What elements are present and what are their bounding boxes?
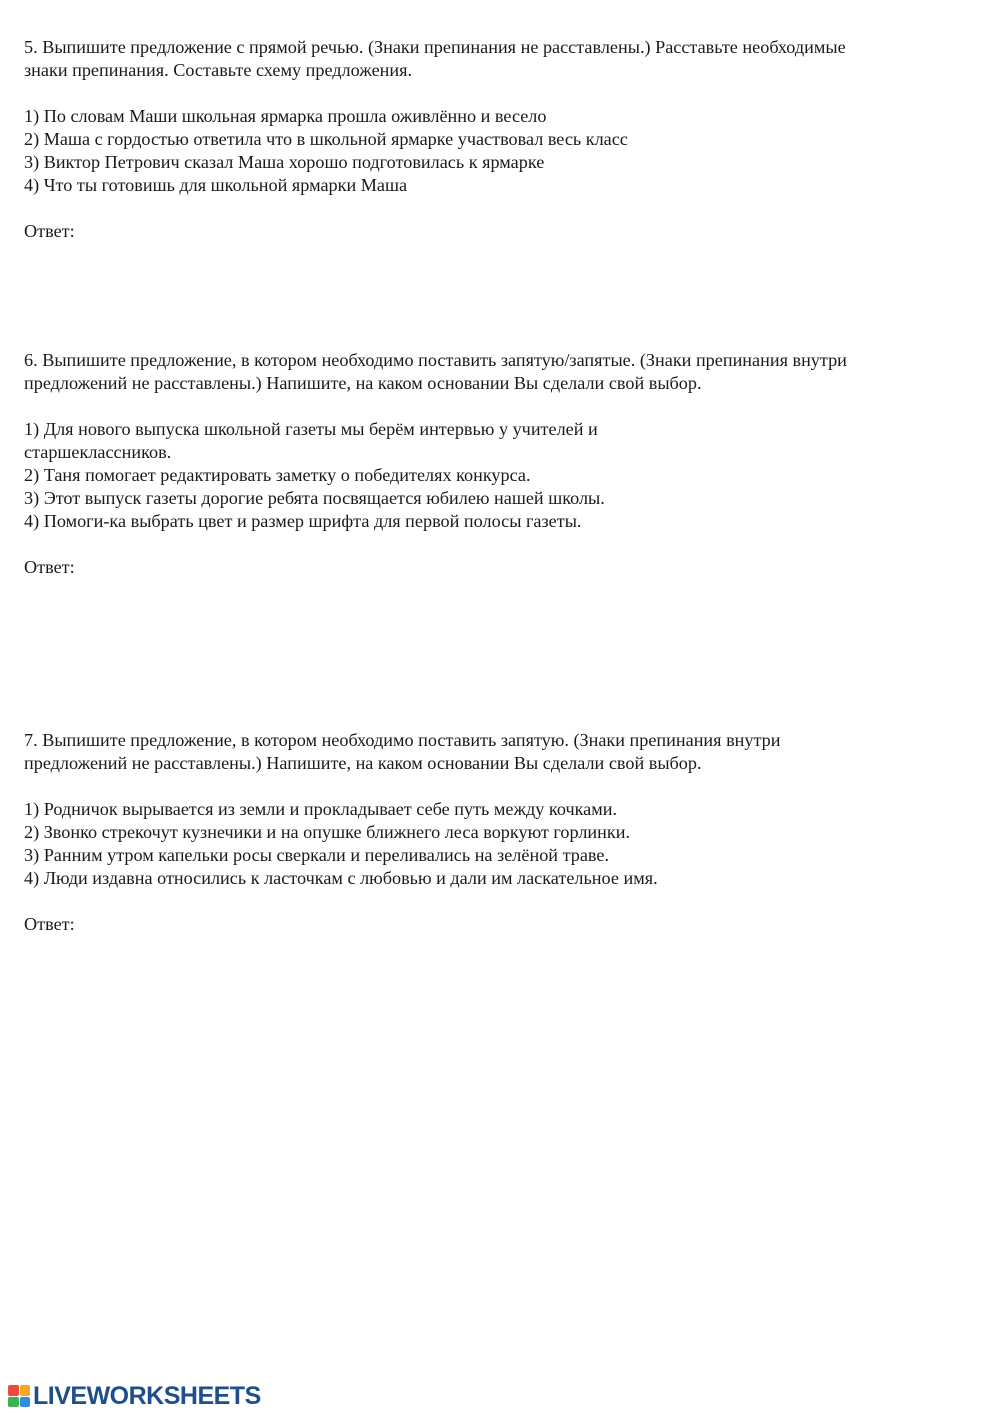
option-item: 3) Виктор Петрович сказал Маша хорошо подготовилась к ярмарке — [24, 152, 545, 172]
options-list — [24, 105, 964, 197]
option-item: 3) Ранним утром капельки росы сверкали и переливались на зелёной траве. — [24, 845, 610, 865]
option-item: 2) Маша с гордостью ответила что в школьной ярмарке участвовал весь класс — [24, 129, 628, 149]
option-item: 2) Звонко стрекочут кузнечики и на опушке ближнего леса воркуют горлинки. — [24, 822, 631, 842]
option-item: 2) Таня помогает редактировать заметку о победителях конкурса. — [24, 465, 531, 485]
option-item: 4) Что ты готовишь для школьной ярмарки Маша — [24, 175, 408, 195]
task-prompt-line: 5. Выпишите предложение с прямой речью. (Знаки препинания не расставлены.) Расставьте необходимые — [24, 37, 846, 57]
options-list — [24, 798, 964, 890]
task-7 — [24, 729, 964, 936]
option-item: 1) Родничок вырывается из земли и прокладывает себе путь между кочками. — [24, 799, 618, 819]
task-prompt-line: знаки препинания. Составьте схему предложения. — [24, 60, 413, 80]
task-prompt-line: предложений не расставлены.) Напишите, на каком основании Вы сделали свой выбор. — [24, 373, 702, 393]
logo-mark-square — [20, 1385, 31, 1396]
option-item: 1) Для нового выпуска школьной газеты мы берём интервью у учителей и — [24, 419, 598, 439]
options-list — [24, 418, 964, 533]
logo-mark-square — [8, 1397, 19, 1408]
task-5 — [24, 36, 964, 243]
liveworksheets-logo-icon — [8, 1385, 30, 1407]
option-item: 4) Помоги-ка выбрать цвет и размер шрифта для первой полосы газеты. — [24, 511, 582, 531]
logo-mark-square — [8, 1385, 19, 1396]
option-item: 1) По словам Маши школьная ярмарка прошла оживлённо и весело — [24, 106, 547, 126]
logo-text: LIVEWORKSHEETS — [33, 1382, 261, 1410]
task-prompt-line: 6. Выпишите предложение, в котором необходимо поставить запятую/запятые. (Знаки препинания внутри — [24, 350, 847, 370]
option-item: 4) Люди издавна относились к ласточкам с любовью и дали им ласкательное имя. — [24, 868, 658, 888]
option-item: 3) Этот выпуск газеты дорогие ребята посвящается юбилею нашей школы. — [24, 488, 605, 508]
logo-mark-square — [20, 1397, 31, 1408]
task-6 — [24, 349, 964, 579]
task-prompt-line: предложений не расставлены.) Напишите, на каком основании Вы сделали свой выбор. — [24, 753, 702, 773]
answer-label: Ответ: — [24, 914, 75, 934]
task-prompt-line: 7. Выпишите предложение, в котором необходимо поставить запятую. (Знаки препинания внутри — [24, 730, 781, 750]
task-prompt — [24, 729, 964, 775]
answer-label: Ответ: — [24, 557, 75, 577]
liveworksheets-logo — [8, 1383, 261, 1409]
task-prompt — [24, 349, 964, 395]
option-item: старшеклассников. — [24, 442, 172, 462]
answer-label: Ответ: — [24, 221, 75, 241]
task-prompt — [24, 36, 964, 82]
